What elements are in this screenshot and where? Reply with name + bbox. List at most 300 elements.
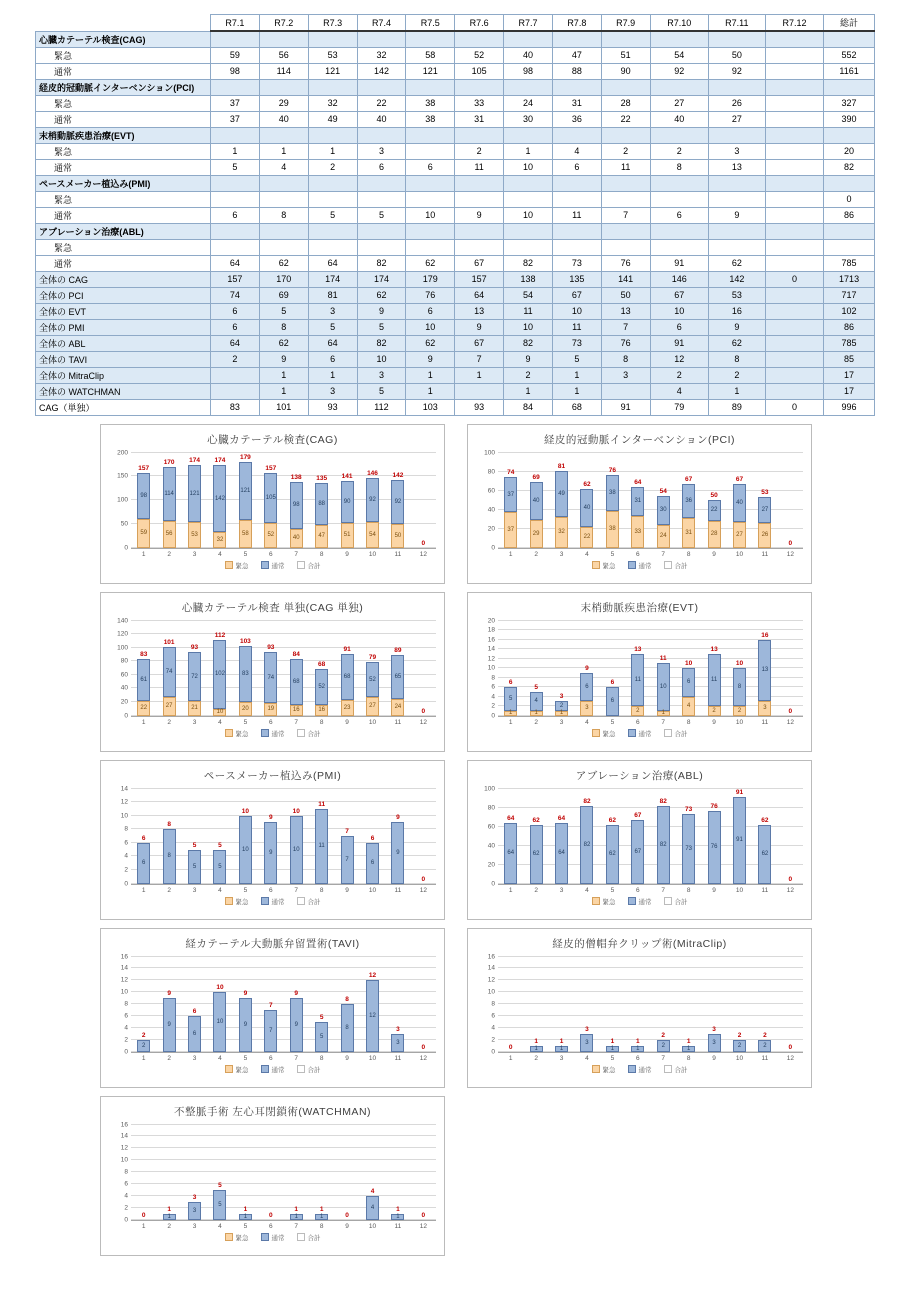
table-cell: 785 — [824, 335, 875, 351]
bar-segment-normal[interactable]: 98 — [290, 482, 303, 529]
bar-segment-emergency[interactable]: 37 — [504, 512, 517, 547]
bar-segment-normal[interactable]: 2 — [733, 1040, 746, 1052]
bar-segment-normal[interactable]: 8 — [341, 1004, 354, 1052]
bar-segment-normal[interactable]: 31 — [631, 487, 644, 516]
bar-segment-emergency[interactable]: 3 — [580, 701, 593, 715]
bar-group — [258, 789, 283, 884]
bar-segment-normal[interactable]: 13 — [758, 640, 771, 702]
bar-segment-normal[interactable]: 10 — [239, 816, 252, 884]
table-cell — [765, 335, 823, 351]
bar-group — [131, 957, 156, 1052]
stacked-bar[interactable] — [315, 957, 328, 1052]
bar-segment-emergency[interactable]: 2 — [631, 706, 644, 716]
bar-group — [600, 957, 625, 1052]
bar-segment-emergency[interactable]: 58 — [239, 520, 252, 548]
bar-segment-normal[interactable]: 3 — [391, 1034, 404, 1052]
x-axis-tick-label: 3 — [559, 550, 564, 558]
bar-segment-normal[interactable]: 82 — [580, 806, 593, 884]
bar-segment-normal[interactable]: 52 — [366, 662, 379, 697]
stacked-bar[interactable] — [504, 453, 517, 548]
legend-item-total[interactable] — [664, 1065, 688, 1074]
stacked-bar[interactable] — [264, 789, 277, 884]
stacked-bar[interactable] — [213, 1125, 226, 1220]
stacked-bar[interactable] — [555, 621, 568, 716]
bar-total-label: 93 — [190, 644, 199, 652]
stacked-bar[interactable] — [264, 1125, 277, 1220]
stacked-bar[interactable] — [708, 621, 721, 716]
legend-item-total[interactable] — [664, 729, 688, 738]
bar-segment-emergency[interactable]: 26 — [758, 523, 771, 548]
bar-segment-emergency[interactable]: 29 — [530, 520, 543, 548]
bar-total-label: 6 — [610, 679, 615, 686]
stacked-bar[interactable] — [163, 957, 176, 1052]
table-cell: 5 — [308, 207, 357, 223]
bar-segment-normal[interactable]: 11 — [631, 654, 644, 706]
bar-segment-normal[interactable]: 1 — [391, 1214, 404, 1220]
stacked-bar[interactable] — [417, 957, 430, 1052]
bar-segment-normal[interactable]: 10 — [657, 663, 670, 711]
table-cell: 9 — [406, 351, 455, 367]
bar-segment-normal[interactable]: 62 — [758, 825, 771, 884]
stacked-bar[interactable] — [137, 1125, 150, 1220]
stacked-bar[interactable] — [213, 453, 226, 548]
x-axis-tick-label: 10 — [368, 718, 377, 726]
bar-segment-normal[interactable]: 62 — [606, 825, 619, 884]
stacked-bar[interactable] — [188, 789, 201, 884]
chart-legend — [101, 729, 444, 738]
legend-item-normal[interactable] — [628, 729, 652, 738]
bar-total-label: 53 — [761, 489, 769, 497]
legend-label: 通常 — [271, 730, 285, 738]
stacked-bar[interactable] — [682, 789, 695, 884]
bar-segment-normal[interactable]: 105 — [264, 473, 277, 523]
bar-segment-normal[interactable]: 52 — [315, 669, 328, 704]
bar-segment-normal[interactable]: 74 — [163, 647, 176, 697]
stacked-bar[interactable] — [213, 789, 226, 884]
bar-segment-emergency[interactable]: 40 — [290, 529, 303, 548]
legend-item-total[interactable] — [297, 897, 321, 906]
bar-group — [385, 789, 410, 884]
bar-segment-normal[interactable]: 1 — [290, 1214, 303, 1220]
bar-segment-emergency[interactable]: 21 — [188, 701, 201, 715]
bar-segment-normal[interactable]: 12 — [366, 980, 379, 1051]
stacked-bar[interactable] — [733, 621, 746, 716]
bar-segment-normal[interactable]: 1 — [530, 1046, 543, 1052]
bar-segment-normal[interactable]: 1 — [682, 1046, 695, 1052]
bar-segment-emergency[interactable]: 32 — [213, 532, 226, 547]
table-cell: 27 — [650, 95, 708, 111]
stacked-bar[interactable] — [708, 453, 721, 548]
table-cell: 64 — [211, 255, 260, 271]
bar-segment-normal[interactable]: 1 — [555, 1046, 568, 1052]
bar-segment-emergency[interactable]: 24 — [391, 699, 404, 715]
bar-total-label: 10 — [216, 984, 224, 992]
bar-segment-emergency[interactable]: 31 — [682, 518, 695, 547]
bar-segment-normal[interactable]: 5 — [213, 1190, 226, 1220]
legend-item-normal[interactable] — [261, 897, 285, 906]
bar-segment-normal[interactable]: 6 — [366, 843, 379, 884]
legend-item-emergency[interactable] — [592, 1065, 616, 1074]
stacked-bar[interactable] — [631, 453, 644, 548]
bar-segment-emergency[interactable]: 16 — [315, 705, 328, 716]
bar-segment-normal[interactable]: 37 — [504, 477, 517, 512]
bar-segment-emergency[interactable]: 1 — [555, 711, 568, 716]
x-axis-tick-label: 1 — [508, 718, 513, 726]
table-cell: 64 — [308, 255, 357, 271]
bar-segment-normal[interactable]: 3 — [188, 1202, 201, 1220]
table-cell: 1 — [308, 367, 357, 383]
legend-item-emergency[interactable] — [592, 561, 616, 570]
table-cell — [708, 223, 765, 239]
table-cell: 13 — [601, 303, 650, 319]
legend-item-emergency[interactable] — [225, 729, 249, 738]
bar-segment-emergency[interactable]: 53 — [188, 522, 201, 547]
bar-segment-normal[interactable]: 65 — [391, 655, 404, 699]
bar-segment-normal[interactable]: 27 — [758, 497, 771, 523]
legend-item-total[interactable] — [297, 1233, 321, 1242]
bar-segment-normal[interactable]: 49 — [555, 471, 568, 518]
legend-item-total[interactable] — [664, 897, 688, 906]
stacked-bar[interactable] — [290, 789, 303, 884]
bar-group — [334, 453, 359, 548]
bar-segment-normal[interactable]: 2 — [555, 701, 568, 711]
chart-legend — [468, 729, 811, 738]
bar-segment-normal[interactable]: 73 — [682, 814, 695, 883]
bar-segment-normal[interactable]: 62 — [530, 825, 543, 884]
bar-segment-normal[interactable]: 1 — [606, 1046, 619, 1052]
bar-segment-normal[interactable]: 9 — [163, 998, 176, 1051]
stacked-bar[interactable] — [606, 789, 619, 884]
bar-segment-normal[interactable]: 22 — [708, 500, 721, 521]
bar-segment-normal[interactable]: 5 — [315, 1022, 328, 1052]
bar-segment-emergency[interactable]: 54 — [366, 522, 379, 548]
stacked-bar[interactable] — [188, 1125, 201, 1220]
stacked-bar[interactable] — [631, 621, 644, 716]
bar-segment-normal[interactable]: 6 — [682, 668, 695, 697]
bar-group — [233, 621, 258, 716]
legend-item-emergency[interactable] — [592, 897, 616, 906]
bar-segment-normal[interactable]: 67 — [631, 820, 644, 884]
bar-segment-normal[interactable]: 76 — [708, 811, 721, 883]
stacked-bar[interactable] — [657, 621, 670, 716]
bar-segment-normal[interactable]: 6 — [606, 687, 619, 716]
bar-segment-emergency[interactable]: 50 — [391, 524, 404, 548]
bar-segment-normal[interactable]: 5 — [213, 850, 226, 884]
stacked-bar[interactable] — [366, 1125, 379, 1220]
stacked-bar[interactable] — [315, 453, 328, 548]
bar-segment-normal[interactable]: 114 — [163, 467, 176, 521]
bar-segment-emergency[interactable]: 19 — [264, 703, 277, 716]
bar-segment-emergency[interactable]: 23 — [341, 700, 354, 716]
x-axis-tick-label: 12 — [786, 1054, 794, 1062]
bar-segment-emergency[interactable]: 27 — [366, 697, 379, 715]
bar-segment-normal[interactable]: 6 — [580, 673, 593, 702]
bar-segment-emergency[interactable]: 10 — [213, 709, 226, 716]
bar-segment-normal[interactable]: 90 — [341, 481, 354, 524]
bar-segment-normal[interactable]: 10 — [213, 992, 226, 1051]
stacked-bar[interactable] — [758, 789, 771, 884]
stacked-bar[interactable] — [341, 789, 354, 884]
table-cell: 1 — [259, 367, 308, 383]
legend-item-total[interactable] — [664, 561, 688, 570]
bar-segment-normal[interactable]: 6 — [188, 1016, 201, 1052]
table-cell — [601, 31, 650, 47]
stacked-bar[interactable] — [631, 789, 644, 884]
legend-item-total[interactable] — [297, 561, 321, 570]
legend-item-total[interactable] — [297, 729, 321, 738]
stacked-bar[interactable] — [417, 453, 430, 548]
bar-segment-emergency[interactable]: 16 — [290, 705, 303, 716]
stacked-bar[interactable] — [163, 453, 176, 548]
stacked-bar[interactable] — [555, 789, 568, 884]
bar-segment-normal[interactable]: 1 — [631, 1046, 644, 1052]
stacked-bar[interactable] — [188, 621, 201, 716]
bar-segment-normal[interactable]: 88 — [315, 483, 328, 525]
stacked-bar[interactable] — [239, 789, 252, 884]
bar-segment-normal[interactable]: 4 — [366, 1196, 379, 1220]
stacked-bar[interactable] — [391, 957, 404, 1052]
bar-segment-normal[interactable]: 40 — [580, 489, 593, 527]
stacked-bar[interactable] — [239, 453, 252, 548]
bar-segment-emergency[interactable]: 2 — [733, 706, 746, 716]
stacked-bar[interactable] — [213, 957, 226, 1052]
stacked-bar[interactable] — [784, 621, 797, 716]
bar-segment-normal[interactable]: 92 — [366, 478, 379, 522]
stacked-bar[interactable] — [290, 957, 303, 1052]
bar-segment-normal[interactable]: 8 — [163, 829, 176, 883]
bar-segment-emergency[interactable]: 24 — [657, 525, 670, 548]
bar-segment-normal[interactable]: 68 — [290, 659, 303, 705]
stacked-bar[interactable] — [137, 621, 150, 716]
legend-item-emergency[interactable] — [225, 897, 249, 906]
stacked-bar[interactable] — [366, 957, 379, 1052]
x-axis-tick-label: 5 — [243, 550, 248, 558]
bar-segment-emergency[interactable]: 52 — [264, 523, 277, 548]
stacked-bar[interactable] — [580, 957, 593, 1052]
bar-segment-emergency[interactable]: 27 — [733, 522, 746, 548]
bar-segment-emergency[interactable]: 59 — [137, 519, 150, 547]
legend-item-normal[interactable] — [261, 729, 285, 738]
stacked-bar[interactable] — [188, 957, 201, 1052]
bar-total-label: 4 — [370, 1187, 375, 1195]
legend-item-normal[interactable] — [628, 1065, 652, 1074]
stacked-bar[interactable] — [391, 789, 404, 884]
x-axis-tick-label: 4 — [218, 550, 222, 558]
bar-segment-normal[interactable]: 3 — [708, 1034, 721, 1052]
bar-segment-emergency[interactable]: 1 — [530, 711, 543, 716]
bar-segment-normal[interactable]: 9 — [264, 822, 277, 883]
bar-total-label: 13 — [634, 645, 642, 653]
stacked-bar[interactable] — [163, 789, 176, 884]
bar-segment-normal[interactable]: 40 — [530, 482, 543, 520]
bar-segment-normal[interactable]: 38 — [606, 475, 619, 511]
table-cell: 33 — [455, 95, 504, 111]
x-axis-tick-label: 12 — [786, 886, 794, 894]
bar-segment-emergency[interactable]: 38 — [606, 511, 619, 547]
bar-segment-normal[interactable]: 10 — [290, 816, 303, 884]
stacked-bar[interactable] — [606, 621, 619, 716]
bar-segment-emergency[interactable]: 3 — [758, 701, 771, 715]
y-axis-tick-label: 150 — [117, 472, 128, 480]
bar-segment-normal[interactable]: 2 — [137, 1040, 150, 1052]
stacked-bar[interactable] — [391, 453, 404, 548]
stacked-bar[interactable] — [784, 957, 797, 1052]
bar-segment-emergency[interactable]: 2 — [708, 706, 721, 716]
stacked-bar[interactable] — [530, 789, 543, 884]
bar-segment-emergency[interactable]: 1 — [657, 711, 670, 716]
bar-segment-emergency[interactable]: 27 — [163, 697, 176, 715]
x-axis-tick-label: 9 — [712, 886, 716, 894]
table-cell: 56 — [259, 47, 308, 63]
stacked-bar[interactable] — [239, 957, 252, 1052]
bar-segment-normal[interactable]: 3 — [580, 1034, 593, 1052]
y-axis-tick-label: 80 — [120, 657, 128, 665]
stacked-bar[interactable] — [784, 453, 797, 548]
bar-segment-normal[interactable]: 1 — [163, 1214, 176, 1220]
stacked-bar[interactable] — [341, 621, 354, 716]
table-cell — [504, 223, 553, 239]
legend-item-emergency[interactable] — [225, 1065, 249, 1074]
bar-segment-normal[interactable]: 91 — [733, 797, 746, 883]
bar-segment-normal[interactable]: 64 — [504, 823, 517, 884]
y-axis-tick-label: 2 — [124, 1204, 128, 1212]
table-cell: 3 — [308, 383, 357, 399]
table-cell: 86 — [824, 319, 875, 335]
bar-segment-normal[interactable]: 11 — [708, 654, 721, 706]
stacked-bar[interactable] — [366, 621, 379, 716]
legend-swatch-icon — [225, 729, 233, 737]
stacked-bar[interactable] — [504, 621, 517, 716]
legend-item-normal[interactable] — [261, 1065, 285, 1074]
stacked-bar[interactable] — [417, 789, 430, 884]
stacked-bar[interactable] — [417, 621, 430, 716]
bar-segment-emergency[interactable]: 51 — [341, 523, 354, 547]
bar-segment-normal[interactable]: 40 — [733, 484, 746, 522]
bar-segment-normal[interactable]: 9 — [290, 998, 303, 1051]
bar-segment-normal[interactable]: 102 — [213, 640, 226, 709]
stacked-bar[interactable] — [239, 621, 252, 716]
stacked-bar[interactable] — [682, 621, 695, 716]
bar-segment-normal[interactable]: 1 — [239, 1214, 252, 1220]
chart-title: 心臓カテーテル検査(CAG) — [207, 433, 338, 446]
bar-segment-normal[interactable]: 30 — [657, 496, 670, 525]
bar-segment-emergency[interactable]: 22 — [580, 527, 593, 548]
stacked-bar[interactable] — [417, 1125, 430, 1220]
stacked-bar[interactable] — [530, 453, 543, 548]
bar-segment-normal[interactable]: 6 — [137, 843, 150, 884]
bar-group — [385, 453, 410, 548]
bar-segment-normal[interactable]: 121 — [188, 465, 201, 522]
stacked-bar[interactable] — [708, 957, 721, 1052]
table-cell: 146 — [650, 271, 708, 287]
bar-segment-emergency[interactable]: 47 — [315, 525, 328, 547]
stacked-bar[interactable] — [657, 453, 670, 548]
legend-item-normal[interactable] — [261, 561, 285, 570]
bar-segment-emergency[interactable]: 56 — [163, 521, 176, 548]
table-cell — [824, 175, 875, 191]
legend-item-normal[interactable] — [261, 1233, 285, 1242]
stacked-bar[interactable] — [733, 453, 746, 548]
stacked-bar[interactable] — [341, 1125, 354, 1220]
bar-segment-normal[interactable]: 74 — [264, 652, 277, 702]
bar-segment-normal[interactable]: 5 — [504, 687, 517, 711]
bar-segment-normal[interactable]: 5 — [188, 850, 201, 884]
bar-segment-normal[interactable]: 82 — [657, 806, 670, 884]
bar-segment-normal[interactable]: 9 — [239, 998, 252, 1051]
bar-total-label: 9 — [269, 814, 273, 822]
legend-item-normal[interactable] — [628, 897, 652, 906]
stacked-bar[interactable] — [504, 789, 517, 884]
stacked-bar[interactable] — [758, 453, 771, 548]
stacked-bar[interactable] — [682, 453, 695, 548]
bar-segment-emergency[interactable]: 20 — [239, 702, 252, 716]
stacked-bar[interactable] — [733, 789, 746, 884]
stacked-bar[interactable] — [341, 453, 354, 548]
table-cell: 2 — [650, 367, 708, 383]
stacked-bar[interactable] — [290, 453, 303, 548]
bar-segment-normal[interactable]: 2 — [758, 1040, 771, 1052]
legend-item-emergency[interactable] — [225, 1233, 249, 1242]
bar-segment-emergency[interactable]: 28 — [708, 521, 721, 548]
bar-segment-normal[interactable]: 68 — [341, 654, 354, 700]
bar-segment-normal[interactable]: 121 — [239, 462, 252, 519]
bar-segment-normal[interactable]: 83 — [239, 646, 252, 702]
bar-segment-emergency[interactable]: 33 — [631, 516, 644, 547]
bar-segment-normal[interactable]: 142 — [213, 465, 226, 532]
bar-segment-normal[interactable]: 9 — [391, 822, 404, 883]
bar-segment-normal[interactable]: 2 — [657, 1040, 670, 1052]
bar-segment-normal[interactable]: 36 — [682, 484, 695, 518]
stacked-bar[interactable] — [391, 621, 404, 716]
bar-segment-emergency[interactable]: 4 — [682, 697, 695, 716]
table-cell: 67 — [552, 287, 601, 303]
y-axis-tick-label: 120 — [117, 630, 128, 638]
stacked-bar[interactable] — [163, 621, 176, 716]
bar-segment-normal[interactable]: 8 — [733, 668, 746, 706]
bar-segment-normal[interactable]: 92 — [391, 480, 404, 524]
legend-item-normal[interactable] — [628, 561, 652, 570]
bar-segment-normal[interactable]: 7 — [264, 1010, 277, 1052]
legend-item-emergency[interactable] — [592, 729, 616, 738]
bar-segment-normal[interactable]: 64 — [555, 823, 568, 884]
bar-total-label: 146 — [367, 470, 378, 478]
bar-segment-normal[interactable]: 98 — [137, 473, 150, 520]
bar-segment-normal[interactable]: 4 — [530, 692, 543, 711]
stacked-bar[interactable] — [188, 453, 201, 548]
bar-segment-normal[interactable]: 1 — [315, 1214, 328, 1220]
bar-segment-normal[interactable]: 72 — [188, 652, 201, 701]
bar-segment-normal[interactable]: 61 — [137, 659, 150, 700]
table-cell: 10 — [650, 303, 708, 319]
stacked-bar[interactable] — [341, 957, 354, 1052]
stacked-bar[interactable] — [290, 621, 303, 716]
legend-item-emergency[interactable] — [225, 561, 249, 570]
stacked-bar[interactable] — [784, 789, 797, 884]
legend-item-total[interactable] — [297, 1065, 321, 1074]
bar-segment-normal[interactable]: 7 — [341, 836, 354, 884]
stacked-bar[interactable] — [264, 621, 277, 716]
table-cell: 85 — [824, 351, 875, 367]
stacked-bar[interactable] — [366, 453, 379, 548]
bar-segment-emergency[interactable]: 1 — [504, 711, 517, 716]
bar-segment-emergency[interactable]: 22 — [137, 701, 150, 716]
stacked-bar[interactable] — [530, 621, 543, 716]
stacked-bar[interactable] — [504, 957, 517, 1052]
bar-segment-normal[interactable]: 11 — [315, 809, 328, 884]
stacked-bar[interactable] — [580, 453, 593, 548]
bar-segment-emergency[interactable]: 32 — [555, 517, 568, 547]
x-axis-tick-label: 8 — [319, 1054, 324, 1062]
